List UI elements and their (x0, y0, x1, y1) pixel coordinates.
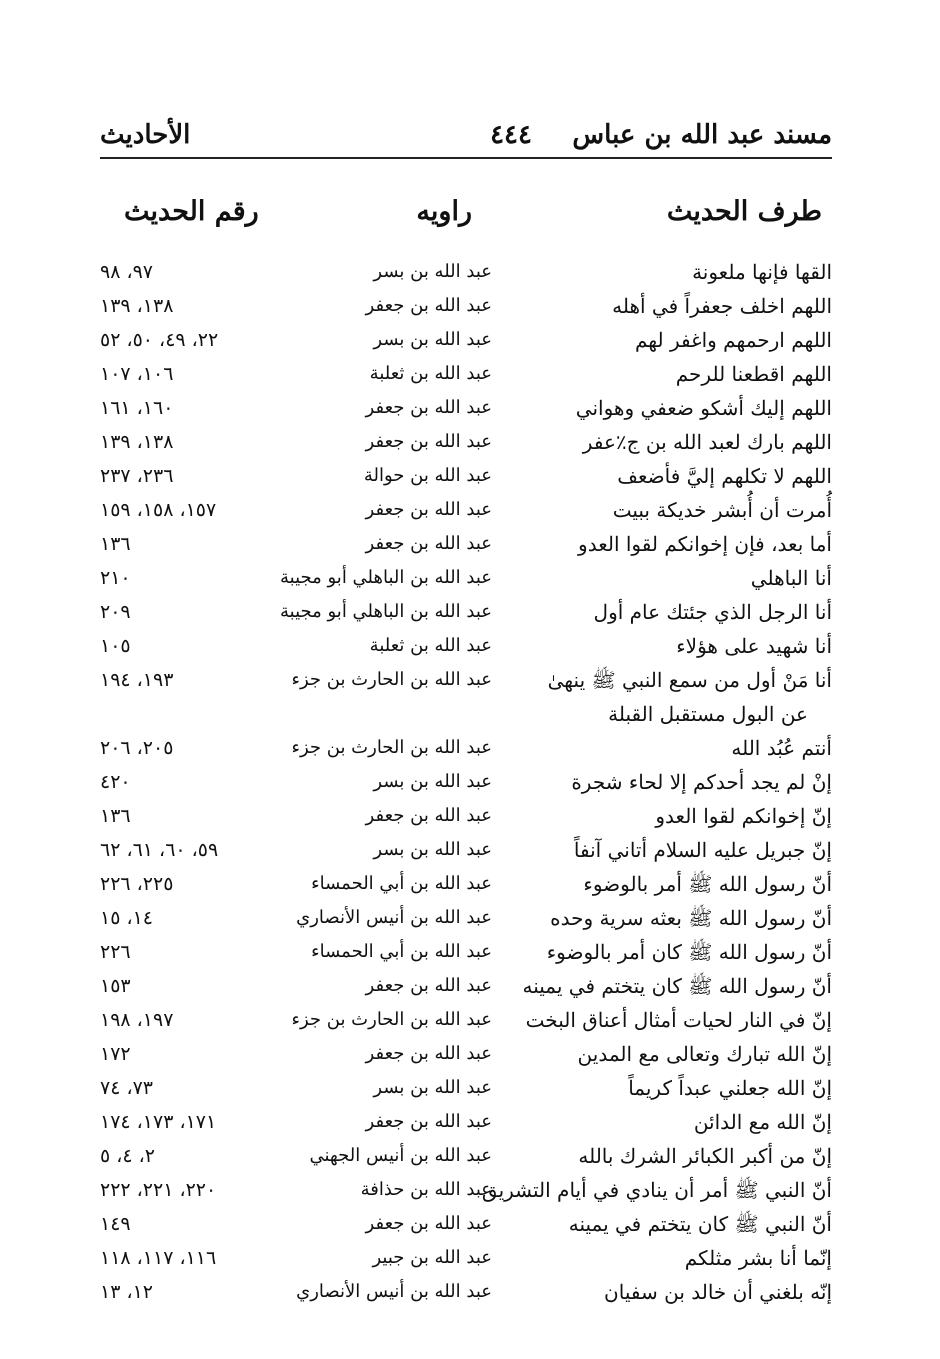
hadith-numbers: ٢٣٦، ٢٣٧ (100, 465, 174, 487)
hadith-text: اللهم اخلف جعفراً في أهله (612, 294, 832, 318)
table-row (100, 1173, 832, 1207)
table-row (100, 323, 832, 357)
narrator: عبد الله بن جبير (372, 1247, 492, 1268)
hadith-numbers: ٢، ٤، ٥ (100, 1145, 155, 1167)
narrator: عبد الله بن حوالة (363, 465, 492, 486)
hadith-numbers: ٢٢، ٤٩، ٥٠، ٥٢ (100, 329, 219, 351)
table-row (100, 391, 832, 425)
narrator: عبد الله بن جعفر (365, 1213, 492, 1234)
narrator: عبد الله بن الحارث بن جزء (291, 737, 492, 758)
hadith-text: إنْ لم يجد أحدكم إلا لحاء شجرة (571, 770, 832, 794)
narrator: عبد الله بن جعفر (365, 431, 492, 452)
hadith-text: إنّه بلغني أن خالد بن سفيان (604, 1280, 832, 1304)
hadith-numbers: ٥٩، ٦٠، ٦١، ٦٢ (100, 839, 219, 861)
table-row (100, 765, 832, 799)
hadith-numbers: ١٥٣ (100, 975, 131, 997)
hadith-text: أما بعد، فإن إخوانكم لقوا العدو (578, 532, 832, 556)
hadith-numbers: ١٣٦ (100, 533, 131, 555)
hadith-text: إنّ الله تبارك وتعالى مع المدين (577, 1042, 832, 1066)
table-row (100, 867, 832, 901)
table-row (100, 425, 832, 459)
narrator: عبد الله بن أبي الحمساء (311, 873, 492, 894)
narrator: عبد الله بن جعفر (365, 295, 492, 316)
hadith-text: أنّ رسول الله ﷺ كان أمر بالوضوء (546, 940, 832, 964)
hadith-numbers: ١٠٥ (100, 635, 131, 657)
narrator: عبد الله بن أبي الحمساء (311, 941, 492, 962)
narrator: عبد الله بن بسر (373, 839, 492, 860)
table-row (100, 833, 832, 867)
narrator: عبد الله بن بسر (373, 1077, 492, 1098)
table-row (100, 731, 832, 765)
hadith-text: إنّ الله مع الدائن (693, 1110, 832, 1134)
narrator: عبد الله بن الباهلي أبو مجيبة (280, 601, 492, 622)
table-row (100, 1207, 832, 1241)
narrator: عبد الله بن بسر (373, 261, 492, 282)
hadith-text: أنا الباهلي (750, 566, 832, 590)
hadith-numbers: ١٣٨، ١٣٩ (100, 431, 174, 453)
table-row (100, 1275, 832, 1309)
hadith-text: أنا شهيد على هؤلاء (676, 634, 832, 658)
hadith-numbers: ١١٦، ١١٧، ١١٨ (100, 1247, 217, 1269)
narrator: عبد الله بن جعفر (365, 397, 492, 418)
hadith-text: أنتم عُبُد الله (731, 736, 832, 760)
hadith-numbers: ٤٢٠ (100, 771, 131, 793)
hadith-numbers: ١٢، ١٣ (100, 1281, 154, 1303)
narrator: عبد الله بن أنيس الأنصاري (296, 907, 492, 928)
table-row (100, 561, 832, 595)
hadith-numbers: ١٤، ١٥ (100, 907, 154, 929)
hadith-text: إنّ الله جعلني عبداً كريماً (628, 1076, 832, 1100)
hadith-text: أنّ النبي ﷺ كان يتختم في يمينه (568, 1212, 832, 1236)
hadith-numbers: ٢٢٦ (100, 941, 131, 963)
hadith-text: اللهم بارك لعبد الله بن ج٪عفر (582, 430, 832, 454)
table-row (100, 901, 832, 935)
hadith-numbers: ٢١٠ (100, 567, 131, 589)
table-row (100, 459, 832, 493)
table-row (100, 663, 832, 697)
table-row (100, 357, 832, 391)
header-rule (100, 157, 832, 159)
hadith-numbers: ١٧٢ (100, 1043, 131, 1065)
hadith-numbers: ١٩٣، ١٩٤ (100, 669, 174, 691)
narrator: عبد الله بن الباهلي أبو مجيبة (280, 567, 492, 588)
table-row (100, 493, 832, 527)
hadith-numbers: ٧٣، ٧٤ (100, 1077, 154, 1099)
hadith-text: القها فإنها ملعونة (692, 260, 832, 284)
hadith-text: اللهم إليك أشكو ضعفي وهواني (575, 396, 832, 420)
narrator: عبد الله بن جعفر (365, 975, 492, 996)
hadith-numbers: ١٩٧، ١٩٨ (100, 1009, 174, 1031)
table-row (100, 935, 832, 969)
narrator: عبد الله بن الحارث بن جزء (291, 1009, 492, 1030)
hadith-numbers: ٢٢٥، ٢٢٦ (100, 873, 174, 895)
hadith-numbers: ١٣٨، ١٣٩ (100, 295, 174, 317)
narrator: عبد الله بن أنيس الجهني (309, 1145, 492, 1166)
narrator: عبد الله بن جعفر (365, 533, 492, 554)
table-row (100, 255, 832, 289)
table-row (100, 799, 832, 833)
narrator: عبد الله بن ثعلبة (369, 635, 492, 656)
narrator: عبد الله بن جعفر (365, 499, 492, 520)
narrator: عبد الله بن جعفر (365, 1043, 492, 1064)
column-header-hadith-text: طرف الحديث (666, 196, 822, 227)
narrator: عبد الله بن جعفر (365, 1111, 492, 1132)
book-title: مسند عبد الله بن عباس (572, 120, 832, 150)
hadith-text: إنّ إخوانكم لقوا العدو (655, 804, 832, 828)
hadith-numbers: ٢٠٥، ٢٠٦ (100, 737, 174, 759)
narrator: عبد الله بن بسر (373, 329, 492, 350)
hadith-text: إنّ في النار لحيات أمثال أعناق البخت (525, 1008, 832, 1032)
table-row (100, 969, 832, 1003)
section-title: الأحاديث (100, 120, 191, 150)
narrator: عبد الله بن حذافة (360, 1179, 492, 1200)
table-row (100, 1003, 832, 1037)
table-row (100, 289, 832, 323)
hadith-numbers: ٢٠٩ (100, 601, 131, 623)
hadith-text: إنّ من أكبر الكبائر الشرك بالله (578, 1144, 832, 1168)
narrator: عبد الله بن ثعلبة (369, 363, 492, 384)
hadith-numbers: ٩٧، ٩٨ (100, 261, 154, 283)
table-row (100, 1071, 832, 1105)
hadith-text: اللهم لا تكلهم إليَّ فأضعف (617, 464, 832, 488)
table-row (100, 527, 832, 561)
hadith-numbers: ١٧١، ١٧٣، ١٧٤ (100, 1111, 217, 1133)
table-row (100, 629, 832, 663)
hadith-text: أنا مَنْ أول من سمع النبي ﷺ ينهىٰ (547, 668, 832, 692)
column-header-narrator: راويه (416, 196, 472, 227)
column-header-hadith-number: رقم الحديث (124, 196, 259, 227)
table-row (100, 1037, 832, 1071)
table-row (100, 1241, 832, 1275)
narrator: عبد الله بن الحارث بن جزء (291, 669, 492, 690)
hadith-numbers: ١٦٠، ١٦١ (100, 397, 174, 419)
hadith-text: إنّما أنا بشر مثلكم (684, 1246, 832, 1270)
narrator: عبد الله بن بسر (373, 771, 492, 792)
hadith-text: أنّ رسول الله ﷺ كان يتختم في يمينه (522, 974, 832, 998)
hadith-numbers: ٢٢٠، ٢٢١، ٢٢٢ (100, 1179, 217, 1201)
hadith-numbers: ١٥٧، ١٥٨، ١٥٩ (100, 499, 217, 521)
hadith-text: اللهم اقطعنا للرحم (675, 362, 832, 386)
table-row (100, 1105, 832, 1139)
index-table (100, 255, 832, 1309)
hadith-text: اللهم ارحمهم واغفر لهم (635, 328, 832, 352)
hadith-numbers: ١٤٩ (100, 1213, 131, 1235)
column-headers (100, 196, 832, 240)
narrator: عبد الله بن أنيس الأنصاري (296, 1281, 492, 1302)
hadith-text: أنّ رسول الله ﷺ أمر بالوضوء (583, 872, 832, 896)
hadith-text: أنّ رسول الله ﷺ بعثه سرية وحده (550, 906, 832, 930)
hadith-numbers: ١٣٦ (100, 805, 131, 827)
table-row-continuation (100, 697, 832, 731)
running-head (100, 120, 832, 160)
table-row (100, 595, 832, 629)
hadith-text: أنا الرجل الذي جئتك عام أول (593, 600, 832, 624)
narrator: عبد الله بن جعفر (365, 805, 492, 826)
hadith-text: أنّ النبي ﷺ أمر أن ينادي في أيام التشريق (481, 1178, 832, 1202)
hadith-text: إنّ جبريل عليه السلام أتاني آنفاً (573, 838, 832, 862)
page-number: ٤٤٤ (490, 120, 532, 150)
hadith-numbers: ١٠٦، ١٠٧ (100, 363, 174, 385)
hadith-text: أُمرت أن أُبشر خديكة ببيت (612, 498, 832, 522)
table-row (100, 1139, 832, 1173)
hadith-text: عن البول مستقبل القبلة (608, 702, 808, 726)
